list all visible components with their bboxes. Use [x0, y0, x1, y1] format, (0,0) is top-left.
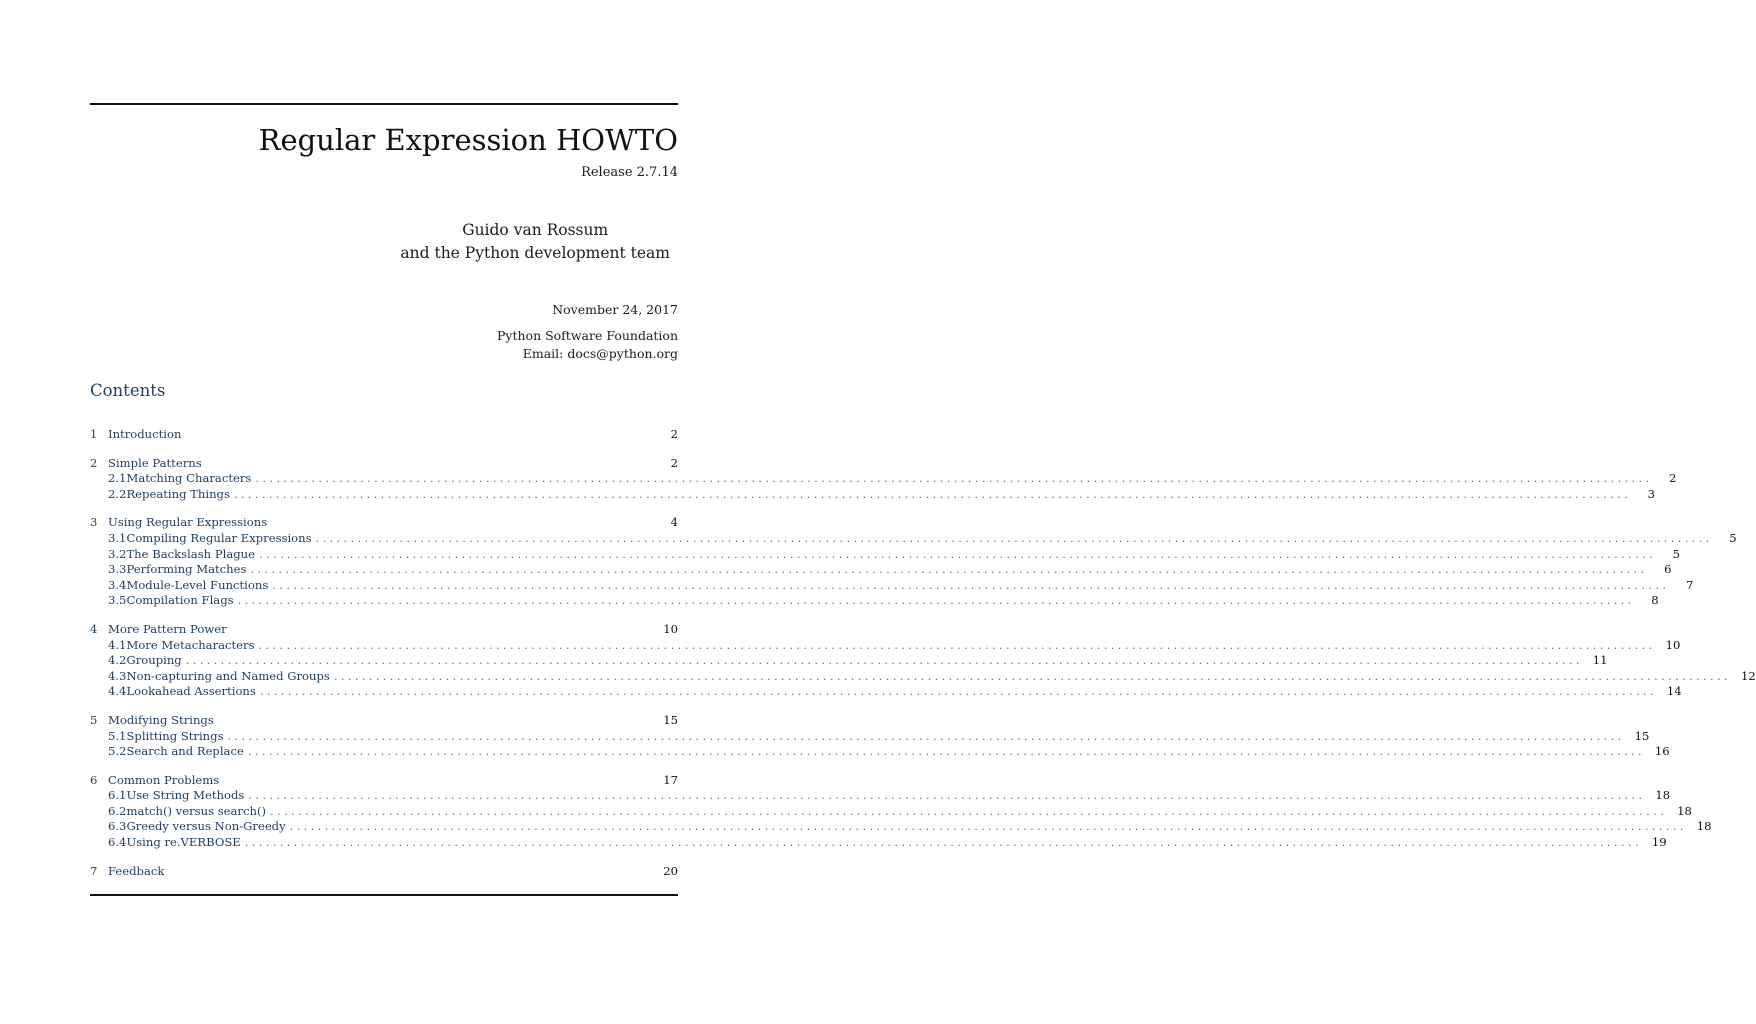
table-of-contents	[90, 427, 1756, 892]
authors-block	[400, 219, 670, 265]
release-label: Release 2.7.14	[581, 165, 678, 180]
toc-entry-subsection[interactable]	[90, 788, 1671, 804]
toc-entry-title[interactable]: Feedback	[108, 863, 165, 878]
toc-entry-subsection[interactable]	[90, 684, 1682, 700]
toc-section	[90, 772, 1712, 851]
toc-entry-title[interactable]: Module-Level Functions	[126, 577, 269, 592]
toc-entry-title[interactable]: More Metacharacters	[126, 637, 255, 652]
toc-entry-page[interactable]: 14	[1666, 684, 1682, 699]
toc-entry-number: 2.2	[108, 486, 127, 501]
toc-dot-leader: ........................................................................................................................................................................................................	[315, 530, 1713, 545]
toc-dot-leader: ........................................................................................................................................................................................................	[250, 562, 1648, 577]
toc-entry-number: 3.3	[108, 562, 127, 577]
toc-entry-number: 6.2	[108, 803, 127, 818]
toc-section	[90, 515, 1737, 609]
toc-entry-subsection[interactable]	[90, 593, 1659, 609]
toc-entry-page[interactable]: 5	[1729, 530, 1737, 545]
toc-entry-page[interactable]: 6	[1664, 562, 1672, 577]
toc-entry-number: 6.1	[108, 788, 127, 803]
toc-entry-number: 4.3	[108, 668, 127, 683]
toc-entry-section[interactable]	[90, 773, 678, 789]
toc-entry-subsection[interactable]	[90, 486, 1655, 503]
toc-entry-number: 3.5	[108, 593, 127, 608]
toc-entry-page[interactable]: 17	[663, 772, 678, 787]
toc-entry-title[interactable]: Use String Methods	[126, 788, 245, 803]
toc-entry-title[interactable]: Modifying Strings	[108, 712, 214, 727]
toc-dot-leader: ........................................................................................................................................................................................................	[258, 637, 1656, 652]
toc-entry-page[interactable]: 10	[1665, 637, 1681, 652]
toc-entry-title[interactable]: Greedy versus Non-Greedy	[126, 819, 286, 834]
toc-entry-title[interactable]: Compilation Flags	[126, 593, 234, 608]
toc-entry-number: 2.1	[108, 471, 127, 486]
author-name: Guido van Rossum	[462, 221, 609, 239]
toc-dot-leader: ........................................................................................................................................................................................................	[248, 788, 1646, 803]
toc-entry-subsection[interactable]	[90, 562, 1672, 578]
toc-entry-page[interactable]: 20	[663, 863, 678, 878]
toc-entry-page[interactable]: 19	[1651, 835, 1667, 850]
toc-section	[90, 621, 1756, 700]
toc-entry-page[interactable]: 3	[1647, 486, 1655, 501]
toc-entry-page[interactable]: 5	[1672, 546, 1681, 561]
toc-dot-leader: ........................................................................................................................................................................................................	[227, 728, 1625, 743]
toc-entry-number: 3.4	[108, 577, 127, 592]
toc-entry-number: 3.1	[108, 530, 127, 545]
toc-entry-page[interactable]: 15	[663, 712, 678, 727]
toc-entry-title[interactable]: Introduction	[108, 427, 182, 441]
toc-entry-section[interactable]	[90, 427, 678, 443]
toc-section	[90, 455, 1677, 503]
toc-dot-leader: ........................................................................................................................................................................................................	[247, 744, 1645, 759]
toc-entry-page[interactable]: 7	[1685, 577, 1694, 592]
publisher-name: Python Software Foundation	[497, 328, 678, 343]
toc-entry-page[interactable]: 10	[663, 621, 678, 636]
toc-entry-title[interactable]: Common Problems	[108, 772, 220, 787]
toc-entry-page[interactable]: 12	[1740, 668, 1756, 683]
toc-entry-number: 4	[90, 621, 98, 636]
toc-entry-number: 3.2	[108, 546, 127, 561]
toc-entry-number: 6.3	[108, 819, 127, 834]
toc-entry-page[interactable]: 2	[670, 455, 678, 470]
toc-entry-subsection[interactable]	[90, 744, 1670, 760]
toc-dot-leader: ........................................................................................................................................................................................................	[270, 803, 1668, 818]
toc-dot-leader: ........................................................................................................................................................................................................	[185, 653, 1583, 668]
toc-entry-subsection[interactable]	[90, 577, 1694, 594]
toc-entry-number: 4.1	[108, 637, 127, 652]
top-rule	[90, 103, 678, 105]
toc-dot-leader: ........................................................................................................................................................................................................	[244, 835, 1642, 850]
toc-entry-number: 4.2	[108, 653, 127, 668]
toc-entry-number: 7	[90, 863, 98, 878]
toc-entry-page[interactable]: 8	[1651, 593, 1659, 608]
toc-entry-number: 5.2	[108, 744, 127, 759]
toc-dot-leader: ........................................................................................................................................................................................................	[333, 668, 1731, 683]
toc-entry-title[interactable]: Using re.VERBOSE	[126, 835, 241, 850]
toc-entry-number: 6.4	[108, 835, 127, 850]
toc-entry-subsection[interactable]	[90, 728, 1650, 745]
toc-entry-title[interactable]: Matching Characters	[126, 471, 252, 486]
toc-entry-title[interactable]: Using Regular Expressions	[108, 515, 268, 530]
toc-entry-title[interactable]: Search and Replace	[126, 744, 244, 759]
toc-entry-page[interactable]: 2	[1669, 471, 1677, 486]
toc-entry-number: 6	[90, 772, 98, 787]
toc-entry-title[interactable]: Grouping	[126, 653, 182, 668]
toc-entry-page[interactable]: 18	[1696, 819, 1712, 834]
toc-dot-leader: ........................................................................................................................................................................................................	[233, 486, 1631, 501]
toc-entry-page[interactable]: 16	[1654, 744, 1670, 759]
toc-dot-leader: ........................................................................................................................................................................................................	[259, 546, 1657, 561]
document-title: Regular Expression HOWTO	[258, 123, 678, 157]
toc-entry-number: 3	[90, 515, 98, 530]
toc-entry-subsection[interactable]	[90, 471, 1677, 487]
toc-entry-number: 5	[90, 712, 98, 727]
toc-entry-title[interactable]: More Pattern Power	[108, 621, 227, 636]
toc-entry-subsection[interactable]	[90, 668, 1756, 685]
toc-entry-number: 2	[90, 455, 98, 470]
toc-entry-section[interactable]	[90, 515, 678, 531]
toc-entry-title[interactable]: Repeating Things	[126, 486, 230, 501]
author-team: and the Python development team	[400, 244, 670, 262]
toc-entry-number: 4.4	[108, 684, 127, 699]
toc-entry-title[interactable]: Simple Patterns	[108, 455, 202, 470]
publication-date: November 24, 2017	[552, 302, 678, 317]
toc-entry-number: 5.1	[108, 728, 127, 743]
toc-entry-page[interactable]: 15	[1634, 728, 1650, 743]
toc-entry-title[interactable]: Lookahead Assertions	[126, 684, 256, 699]
toc-entry-page[interactable]: 18	[1655, 788, 1671, 803]
toc-entry-subsection[interactable]	[90, 803, 1692, 820]
toc-entry-title[interactable]: Performing Matches	[126, 562, 247, 577]
toc-entry-subsection[interactable]	[90, 835, 1667, 851]
toc-entry-section[interactable]	[90, 864, 678, 880]
toc-entry-page[interactable]: 2	[670, 427, 678, 441]
toc-entry-page[interactable]: 18	[1677, 803, 1692, 818]
toc-entry-subsection[interactable]	[90, 819, 1712, 835]
publisher-block	[497, 327, 678, 363]
toc-dot-leader: ........................................................................................................................................................................................................	[237, 593, 1635, 608]
bottom-rule	[90, 894, 678, 896]
toc-entry-subsection[interactable]	[90, 530, 1737, 547]
toc-dot-leader: ........................................................................................................................................................................................................	[289, 819, 1687, 834]
toc-entry-title[interactable]: Splitting Strings	[126, 728, 224, 743]
toc-entry-section[interactable]	[90, 456, 678, 472]
toc-entry-number: 1	[90, 427, 98, 441]
toc-entry-page[interactable]: 11	[1592, 653, 1608, 668]
publisher-email: Email: docs@python.org	[522, 346, 678, 361]
toc-dot-leader: ........................................................................................................................................................................................................	[272, 577, 1670, 592]
toc-dot-leader: ........................................................................................................................................................................................................	[259, 684, 1657, 699]
toc-section	[90, 427, 678, 443]
toc-entry-subsection[interactable]	[90, 546, 1681, 563]
toc-entry-title[interactable]: match() versus search()	[126, 803, 266, 818]
contents-heading: Contents	[90, 381, 166, 400]
toc-dot-leader: ........................................................................................................................................................................................................	[255, 471, 1653, 486]
toc-section	[90, 864, 678, 880]
toc-entry-title[interactable]: The Backslash Plague	[126, 546, 255, 561]
toc-entry-subsection[interactable]	[90, 637, 1681, 654]
toc-entry-title[interactable]: Non-capturing and Named Groups	[126, 668, 330, 683]
toc-entry-title[interactable]: Compiling Regular Expressions	[126, 530, 312, 545]
toc-entry-page[interactable]: 4	[670, 515, 678, 530]
toc-entry-subsection[interactable]	[90, 653, 1608, 669]
toc-section	[90, 712, 1670, 760]
toc-entry-section[interactable]	[90, 713, 678, 729]
toc-entry-section[interactable]	[90, 622, 678, 638]
